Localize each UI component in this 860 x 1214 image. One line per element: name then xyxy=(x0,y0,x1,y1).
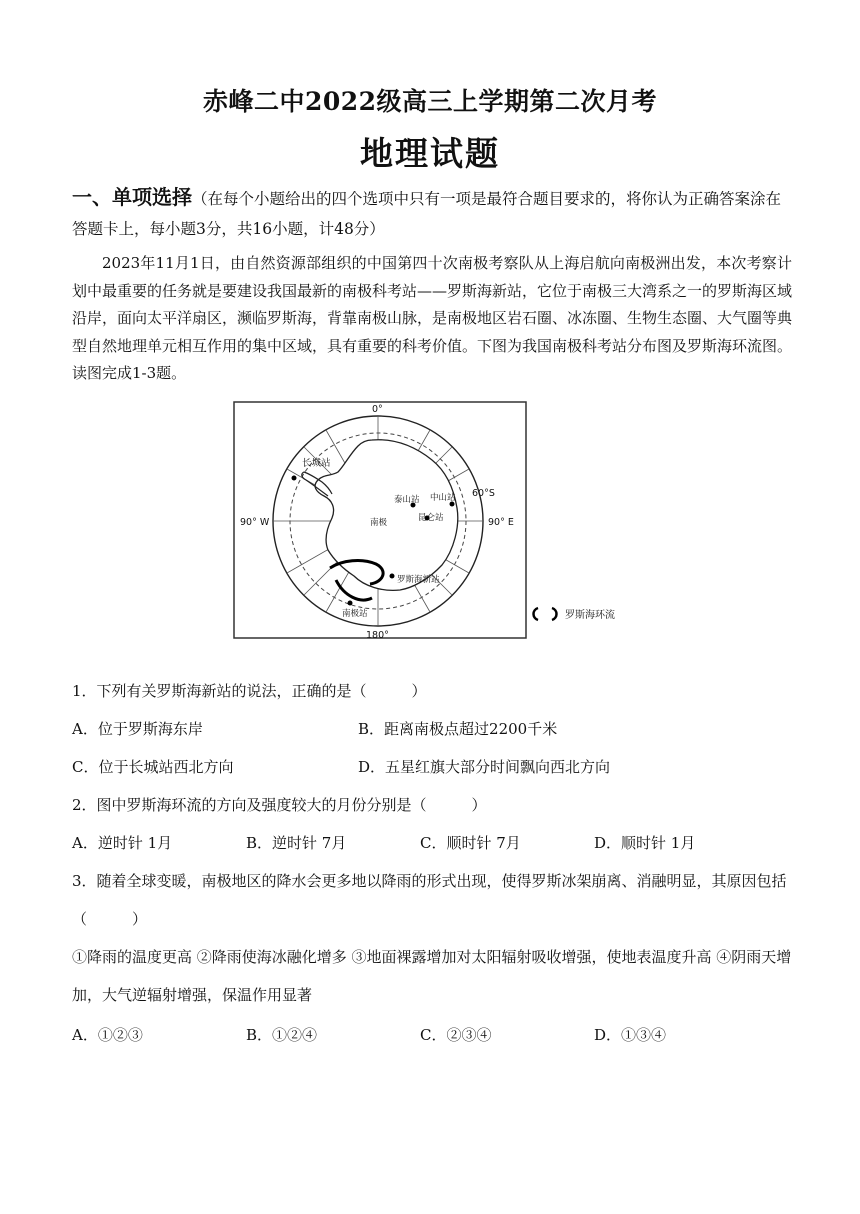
q1-option-c[interactable]: C．位于长城站西北方向 xyxy=(72,758,234,776)
q2-option-d[interactable]: D．顺时针 1月 xyxy=(594,834,696,852)
reading-passage: 2023年11月1日，由自然资源部组织的中国第四十次南极考察队从上海启航向南极洲出发，本次考察计划中最重要的任务就是要建设我国最新的南极科考站——罗斯海新站，它位于南极三大湾系之一的罗斯海区域沿岸，面向太平洋扇区，濒临罗斯海，背靠南极山脉，是南极地区岩石圈、冰冻圈、生物生态圈、大气圈等典型自然地理单元相互作用的集中区域，具有重要的科考价值。下图为我国南极科考站分布图及罗斯海环流图。读图完成1-3题。 xyxy=(72,254,793,382)
q2-option-b[interactable]: B．逆时针 7月 xyxy=(246,834,347,852)
q3-option-a[interactable]: A．①②③ xyxy=(72,1026,143,1044)
legend-symbol-right xyxy=(552,608,557,620)
legend-symbol-left xyxy=(534,608,539,620)
exam-title: 赤峰二中2022级高三上学期第二次月考 xyxy=(202,87,658,116)
q1-option-d[interactable]: D．五星红旗大部分时间飘向西北方向 xyxy=(358,758,611,776)
subject-title: 地理试题 xyxy=(360,134,500,173)
map-label-90w: 90° W xyxy=(240,517,270,528)
q2-option-c[interactable]: C．顺时针 7月 xyxy=(420,834,521,852)
q2-option-a[interactable]: A．逆时针 1月 xyxy=(72,834,173,852)
q1-option-b[interactable]: B．距离南极点超过2200千米 xyxy=(358,720,558,738)
map-label-taishan: 泰山站 xyxy=(394,495,420,505)
map-label-180: 180° xyxy=(366,630,389,641)
question-2-stem: 2．图中罗斯海环流的方向及强度较大的月份分别是（ ） xyxy=(72,796,487,814)
map-label-60s: 60°S xyxy=(472,488,495,499)
question-3-stem: 3．随着全球变暖，南极地区的降水会更多地以降雨的形式出现，使得罗斯冰架崩离、消融明显，其原因包括（ ） xyxy=(72,872,787,928)
q3-option-c[interactable]: C．②③④ xyxy=(420,1026,492,1044)
q3-option-b[interactable]: B．①②④ xyxy=(246,1026,318,1044)
map-label-0: 0° xyxy=(372,404,383,415)
section-instruction: （在每个小题给出的四个选项中只有一项是最符合题目要求的，将你认为正确答案涂在答题卡上，每小题3分，共16小题，计48分） xyxy=(72,190,782,238)
question-3-statements: ①降雨的温度更高 ②降雨使海冰融化增多 ③地面裸露增加对太阳辐射吸收增强，使地表温度升高 ④阴雨天增加，大气逆辐射增强，保温作用显著 xyxy=(72,948,792,1004)
antarctic-map xyxy=(232,400,642,642)
map-label-rossnew: 罗斯海新站 xyxy=(397,575,440,585)
section-heading: 一、单项选择 xyxy=(72,185,192,209)
section-header xyxy=(72,182,794,244)
map-label-changcheng: 长城站 xyxy=(302,458,331,469)
map-label-pole: 南极 xyxy=(370,518,388,528)
map-label-90e: 90° E xyxy=(488,517,514,528)
map-label-nanji: 南极站 xyxy=(342,609,368,619)
legend-label: 罗斯海环流 xyxy=(565,610,615,621)
q1-option-a[interactable]: A．位于罗斯海东岸 xyxy=(72,720,203,738)
map-label-zhongshan: 中山站 xyxy=(430,493,456,503)
question-1-stem: 1．下列有关罗斯海新站的说法，正确的是（ ） xyxy=(72,682,427,700)
map-label-kunlun: 昆仑站 xyxy=(418,513,444,523)
q3-option-d[interactable]: D．①③④ xyxy=(594,1026,667,1044)
